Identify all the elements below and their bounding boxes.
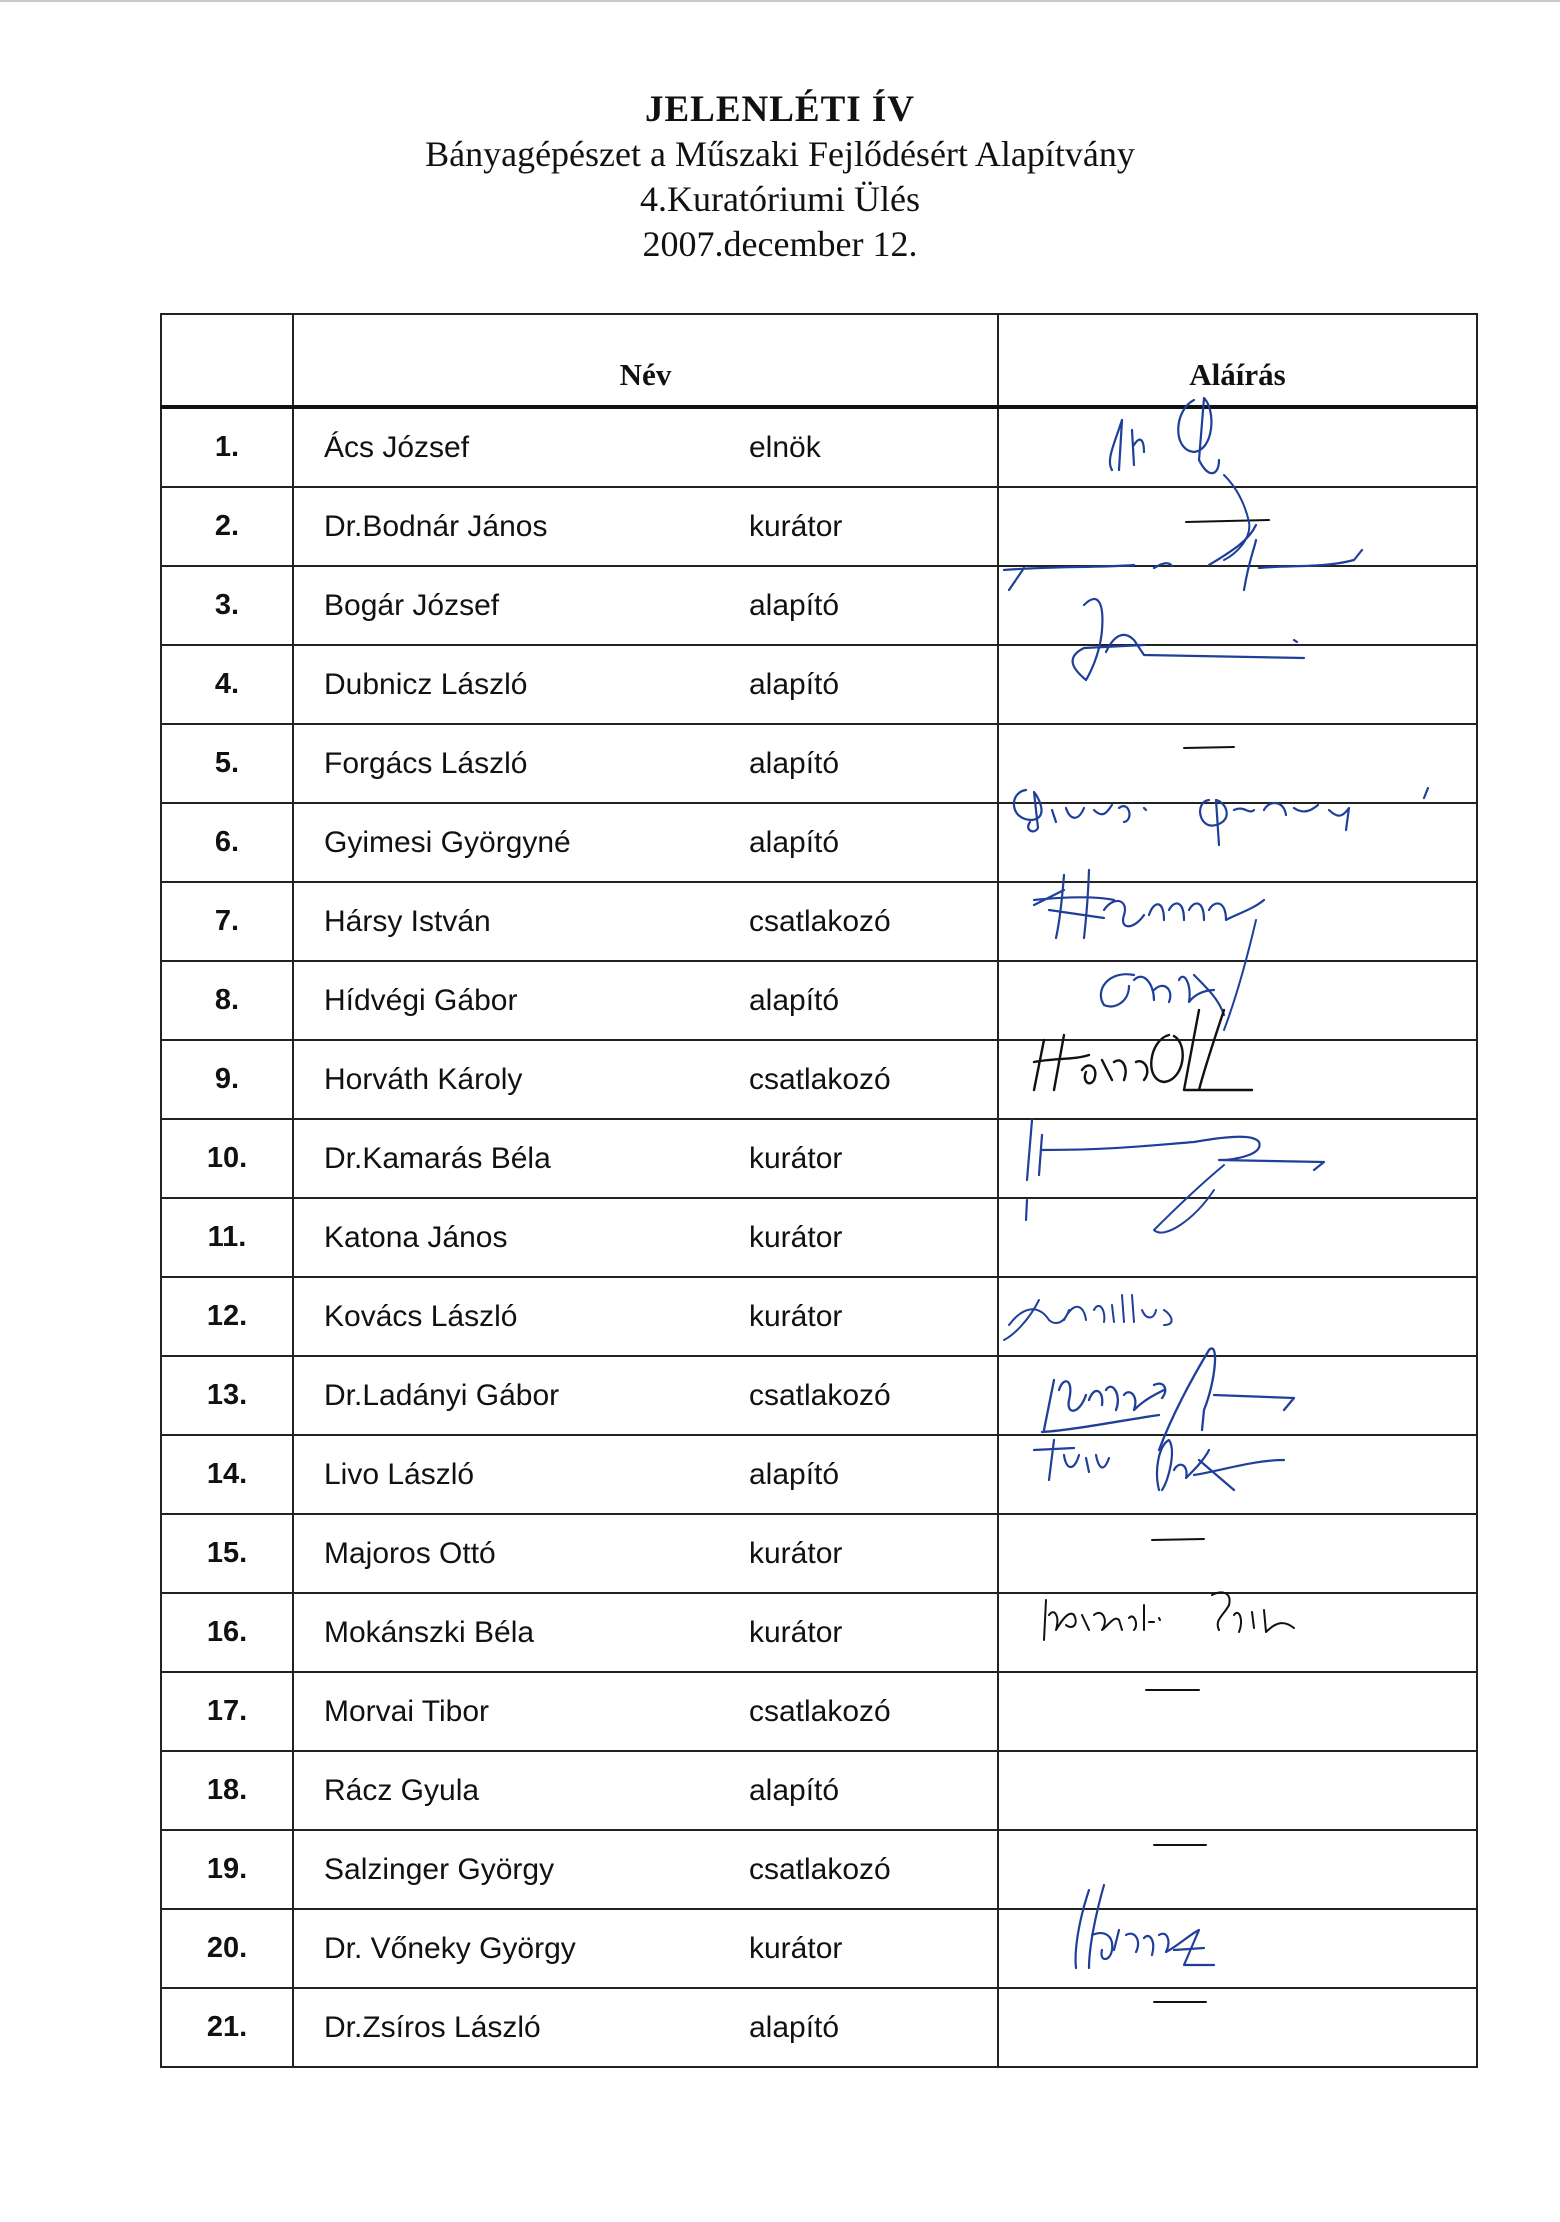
person-name: Dr.Kamarás Béla [324, 1141, 551, 1175]
person-cell [293, 645, 998, 724]
row-number: 16. [161, 1593, 293, 1672]
row-number: 19. [161, 1830, 293, 1909]
row-number: 3. [161, 566, 293, 645]
person-role: kurátor [749, 1220, 843, 1254]
person-role: csatlakozó [749, 1378, 891, 1412]
table-row [161, 1593, 1477, 1672]
row-number: 2. [161, 487, 293, 566]
signature-cell [998, 1356, 1477, 1435]
person-name: Ács József [324, 430, 470, 464]
person-cell [293, 961, 998, 1040]
organization-name: Bányagépészet a Műszaki Fejlődésért Alapítvány [425, 134, 1135, 174]
person-cell [293, 566, 998, 645]
signature-cell [998, 1435, 1477, 1514]
table-row [161, 1435, 1477, 1514]
person-name: Majoros Ottó [324, 1536, 496, 1570]
attendance-sheet [160, 313, 1476, 2044]
row-number: 4. [161, 645, 293, 724]
person-name: Morvai Tibor [324, 1694, 490, 1728]
page-edge [0, 0, 1560, 2]
person-name: Forgács László [324, 746, 528, 780]
person-name: Livo László [324, 1457, 475, 1491]
person-cell [293, 1988, 998, 2067]
person-role: kurátor [749, 1615, 843, 1649]
signature-cell [998, 1198, 1477, 1277]
row-number: 1. [161, 407, 293, 487]
person-cell [293, 1356, 998, 1435]
name-column-header: Név [293, 314, 998, 407]
row-number: 7. [161, 882, 293, 961]
table-row [161, 407, 1477, 487]
signature-cell [998, 1040, 1477, 1119]
table-row [161, 1198, 1477, 1277]
row-number: 21. [161, 1988, 293, 2067]
signature-cell [998, 803, 1477, 882]
table-row [161, 1830, 1477, 1909]
signature-cell [998, 645, 1477, 724]
meeting-date: 2007.december 12. [642, 224, 918, 264]
document-header [0, 88, 1560, 267]
table-header-row [161, 314, 1477, 407]
signature-cell [998, 1751, 1477, 1830]
row-number: 14. [161, 1435, 293, 1514]
table-row [161, 1751, 1477, 1830]
signature-cell [998, 1593, 1477, 1672]
signature-cell [998, 487, 1477, 566]
person-name: Hídvégi Gábor [324, 983, 518, 1017]
signature-cell [998, 1514, 1477, 1593]
row-number: 9. [161, 1040, 293, 1119]
person-name: Mokánszki Béla [324, 1615, 535, 1649]
person-name: Salzinger György [324, 1852, 555, 1886]
person-cell [293, 803, 998, 882]
row-number: 17. [161, 1672, 293, 1751]
table-row [161, 1909, 1477, 1988]
person-cell [293, 487, 998, 566]
person-cell [293, 724, 998, 803]
table-row [161, 566, 1477, 645]
signature-cell [998, 407, 1477, 487]
person-role: alapító [749, 667, 840, 701]
table-row [161, 724, 1477, 803]
person-cell [293, 1514, 998, 1593]
person-name: Dr.Ladányi Gábor [324, 1378, 560, 1412]
person-name: Horváth Károly [324, 1062, 523, 1096]
person-role: csatlakozó [749, 1062, 891, 1096]
person-cell [293, 1198, 998, 1277]
row-number: 18. [161, 1751, 293, 1830]
person-cell [293, 1909, 998, 1988]
signature-cell [998, 1988, 1477, 2067]
signature-column-header: Aláírás [998, 314, 1477, 407]
signature-cell [998, 882, 1477, 961]
table-row [161, 961, 1477, 1040]
table-row [161, 1040, 1477, 1119]
person-cell [293, 1751, 998, 1830]
person-role: alapító [749, 2010, 840, 2044]
person-cell [293, 1593, 998, 1672]
person-role: kurátor [749, 1299, 843, 1333]
person-role: kurátor [749, 509, 843, 543]
row-number: 12. [161, 1277, 293, 1356]
person-name: Kovács László [324, 1299, 518, 1333]
person-name: Dubnicz László [324, 667, 528, 701]
person-role: alapító [749, 825, 840, 859]
person-name: Rácz Gyula [324, 1773, 480, 1807]
table-row [161, 1277, 1477, 1356]
signature-cell [998, 1119, 1477, 1198]
table-row [161, 645, 1477, 724]
row-number: 20. [161, 1909, 293, 1988]
person-role: csatlakozó [749, 1852, 891, 1886]
person-role: alapító [749, 588, 840, 622]
person-cell [293, 1672, 998, 1751]
person-name: Dr. Vőneky György [324, 1931, 576, 1965]
person-role: alapító [749, 1457, 840, 1491]
signature-cell [998, 1277, 1477, 1356]
row-number: 15. [161, 1514, 293, 1593]
person-name: Dr.Zsíros László [324, 2010, 541, 2044]
table-row [161, 1672, 1477, 1751]
person-cell [293, 1435, 998, 1514]
table-row [161, 487, 1477, 566]
person-cell [293, 1040, 998, 1119]
signature-cell [998, 724, 1477, 803]
signature-cell [998, 961, 1477, 1040]
number-column-header [161, 314, 293, 407]
person-role: kurátor [749, 1141, 843, 1175]
attendance-table [160, 313, 1478, 2068]
row-number: 10. [161, 1119, 293, 1198]
person-cell [293, 1830, 998, 1909]
person-name: Dr.Bodnár János [324, 509, 548, 543]
row-number: 13. [161, 1356, 293, 1435]
person-role: kurátor [749, 1536, 843, 1570]
person-role: kurátor [749, 1931, 843, 1965]
row-number: 5. [161, 724, 293, 803]
signature-cell [998, 566, 1477, 645]
table-row [161, 1988, 1477, 2067]
row-number: 11. [161, 1198, 293, 1277]
signature-cell [998, 1672, 1477, 1751]
person-role: csatlakozó [749, 904, 891, 938]
person-name: Katona János [324, 1220, 508, 1254]
person-name: Hársy István [324, 904, 491, 938]
row-number: 6. [161, 803, 293, 882]
attendance-rows [161, 407, 1477, 2067]
table-row [161, 882, 1477, 961]
person-cell [293, 407, 998, 487]
row-number: 8. [161, 961, 293, 1040]
person-name: Gyimesi Györgyné [324, 825, 571, 859]
meeting-name: 4.Kuratóriumi Ülés [640, 179, 920, 219]
document-title: JELENLÉTI ÍV [644, 89, 916, 130]
signature-cell [998, 1909, 1477, 1988]
person-cell [293, 1119, 998, 1198]
person-role: elnök [749, 430, 821, 464]
person-role: alapító [749, 746, 840, 780]
table-row [161, 1356, 1477, 1435]
table-row [161, 803, 1477, 882]
person-role: csatlakozó [749, 1694, 891, 1728]
person-cell [293, 882, 998, 961]
table-row [161, 1514, 1477, 1593]
table-row [161, 1119, 1477, 1198]
person-role: alapító [749, 983, 840, 1017]
person-cell [293, 1277, 998, 1356]
signature-cell [998, 1830, 1477, 1909]
person-name: Bogár József [324, 588, 500, 622]
person-role: alapító [749, 1773, 840, 1807]
